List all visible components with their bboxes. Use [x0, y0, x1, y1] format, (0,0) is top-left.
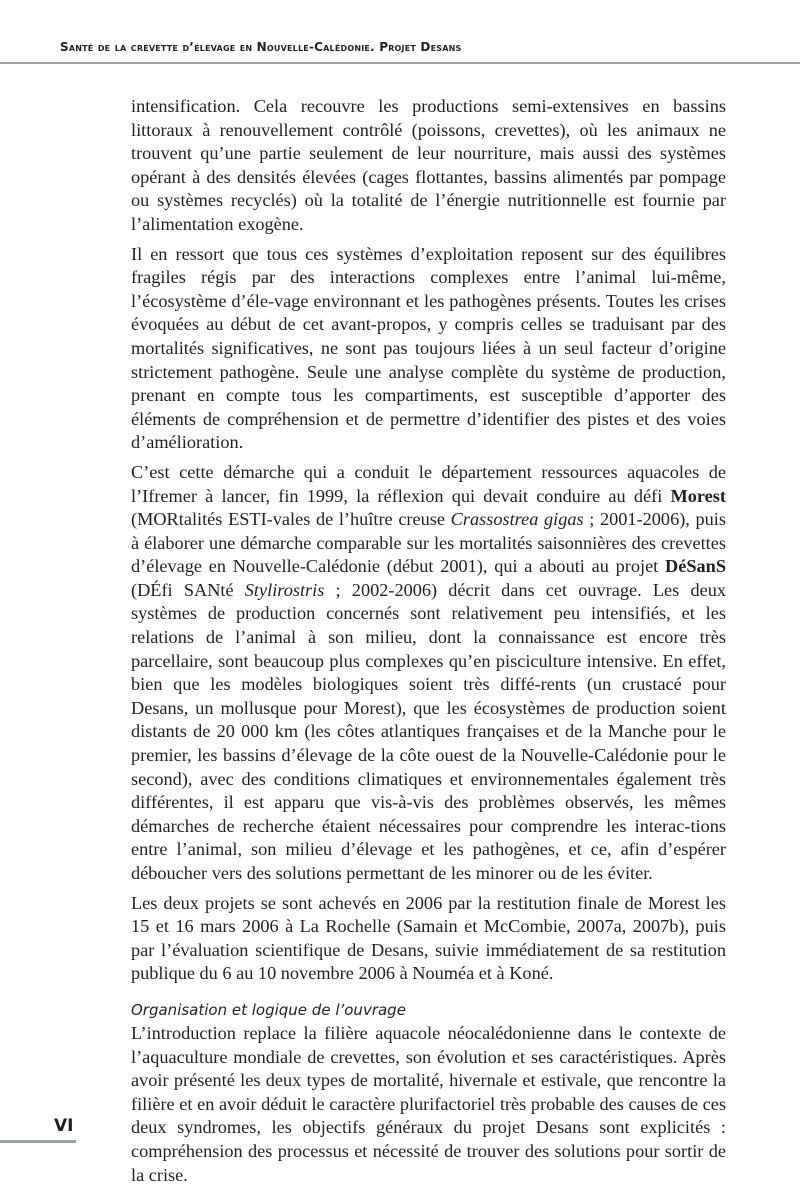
p3-text-a: C’est cette démarche qui a conduit le département ressources aquacoles de l’Ifremer à lancer, fin 1999, la réflexion qui devait conduire au défi	[131, 461, 726, 506]
morest-acronym-esti: ESTI	[228, 509, 267, 530]
p3-text-g	[173, 580, 184, 600]
footer-rule	[0, 1140, 76, 1143]
section-heading: Organisation et logique de l’ouvrage	[131, 1000, 406, 1019]
crassostrea-species: Crassostrea gigas	[450, 509, 584, 530]
p3-text-b: (	[131, 509, 138, 530]
stylirostris-species: Stylirostris	[244, 579, 325, 600]
paragraph-2: Il en ressort que tous ces systèmes d’exploitation reposent sur des équilibres fragiles régis par des interactions complexes entre l’animal lui-même, l’écosystème d’éle-vage environnant et les pathogènes présents. Toutes les crises évoquées au début de cet avant-propos, y compris celles se traduisant par des mortalités significatives, ne sont pas toujours liées à un seul facteur d’origine strictement pathogène. Seule une analyse complète du système de production, prenant en compte tous les compartiments, est susceptible d’apporter des éléments de compréhension et de permettre d’identifier des pistes et des voies d’amélioration.	[131, 243, 726, 453]
paragraph-4: Les deux projets se sont achevés en 2006 par la restitution finale de Morest les 15 et 16 mars 2006 à La Rochelle (Samain et McCombie, 2007a, 2007b), puis par l’évaluation scientifique de Desans, suivie immédiatement de sa restitution publique du 6 au 10 novembre 2006 à Nouméa et à Koné.	[131, 892, 726, 984]
paragraph-5: L’introduction replace la filière aquacole néocalédonienne dans le contexte de l’aquaculture mondiale de crevettes, son évolution et ses caractéristiques. Après avoir présenté les deux types de mortalité, hivernale et estivale, que rencontre la filière et en avoir déduit le caractère plurifactoriel très probable des causes de ces deux syndromes, les objectifs généraux du projet Desans sont explicités : compréhension des processus et nécessité de trouver des solutions pour sortir de la crise.	[131, 1022, 726, 1185]
p3-text-f: (	[131, 579, 138, 600]
running-header: Santé de la crevette d’élevage en Nouvelle-Calédonie. Projet Desans	[60, 40, 462, 54]
main-text	[131, 95, 726, 1193]
page-number: VI	[54, 1116, 74, 1136]
paragraph-3	[131, 461, 726, 886]
p3-text-h	[234, 580, 245, 600]
desans-acronym-sante: SANté	[183, 579, 234, 600]
p3-text-e: ; 2001-2006), puis à élaborer une démarche comparable sur les mortalités saisonnières des crevettes d’élevage en Nouvelle-Calédonie (début 2001), qui a abouti au projet	[131, 509, 726, 577]
desans-acronym-defi: DÉfi	[137, 579, 173, 600]
p3-text-d: -vales de l’huître creuse	[266, 509, 451, 530]
p3-text-i: ; 2002-2006) décrit dans cet ouvrage. Les deux systèmes de production concernés sont relativement peu intensifiés, et les relations de l’animal à son milieu, dont la connaissance est encore très parcellaire, sont beaucoup plus complexes qu’en pisciculture intensive. En effet, bien que les modèles biologiques soient très diffé-rents (un crustacé pour Desans, un mollusque pour Morest), que les écosystèmes de production soient distants de 20 000 km (les côtes atlantiques françaises et de la Manche pour le premier, les bassins d’élevage de la côte ouest de la Nouvelle-Calédonie pour le second), avec des conditions climatiques et environnementales également très différentes, il est apparu que vis-à-vis des problèmes observés, les mêmes démarches de recherche étaient nécessaires pour comprendre les interac-tions entre l’animal, son milieu d’élevage et les pathogènes, et ce, afin d’espérer déboucher vers des solutions permettant de les minorer ou de les éviter.	[131, 579, 726, 883]
paragraph-1: intensification. Cela recouvre les productions semi-extensives en bassins littoraux à renouvellement contrôlé (poissons, crevettes), où les animaux ne trouvent qu’une partie seulement de leur nourriture, mais aussi des systèmes opérant à des densités élevées (cages flottantes, bassins alimentés par pompage ou systèmes recyclés) où la totalité de l’énergie nutritionnelle est fournie par l’alimentation exogène.	[131, 96, 726, 234]
morest-acronym-mort: MORtalités	[137, 509, 223, 530]
morest-term: Morest	[670, 485, 726, 506]
header-rule	[0, 62, 800, 64]
desans-term: DéSanS	[665, 556, 726, 577]
